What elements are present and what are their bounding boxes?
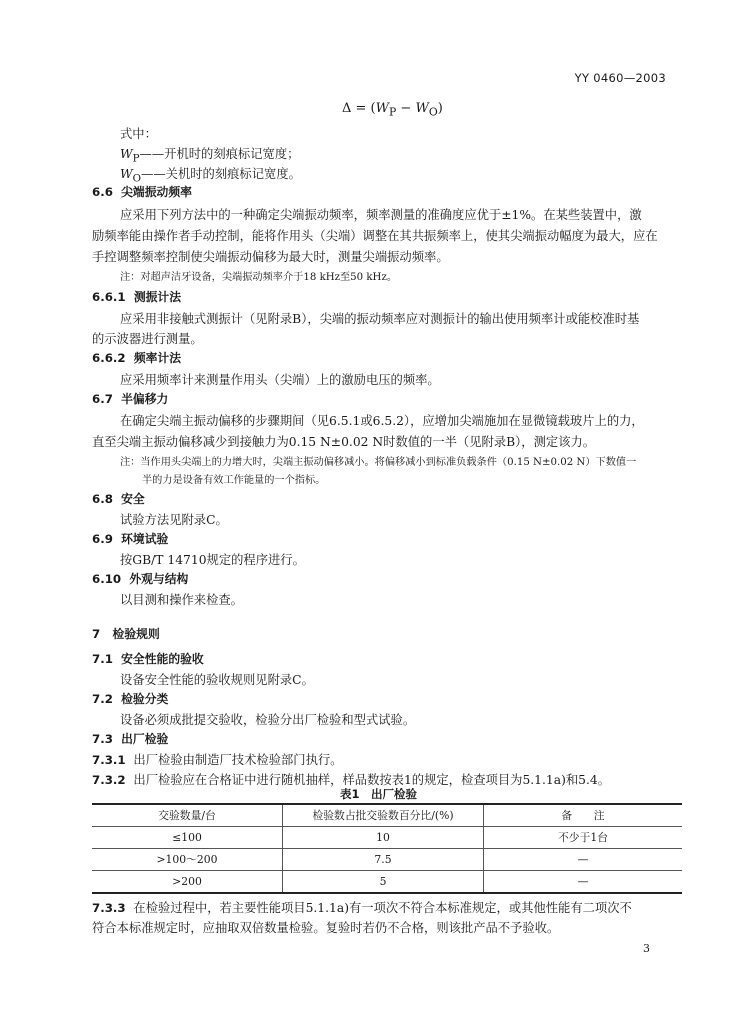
s6-9-p1: 按GB/T 14710规定的程序进行。: [120, 553, 305, 567]
table-row: [92, 871, 682, 894]
s6-7-note-line1: 注：当作用头尖端上的力增大时，尖端主振动偏移减小。将偏移减小到标准负载条件（0.15 N±0.02 N）下数值一: [120, 457, 637, 468]
table-header-cell: 备 注: [484, 804, 683, 827]
table-header-cell: 交验数量/台: [92, 804, 283, 827]
section-number: 6.6: [92, 185, 113, 199]
table-cell: 不少于1台: [484, 827, 683, 849]
formula: [342, 101, 443, 119]
formula-wp-sub: P: [389, 105, 397, 119]
section-title: 半偏移力: [121, 392, 169, 406]
where-wo-symbol: W: [120, 167, 133, 181]
section-7-2-heading: [92, 690, 168, 707]
section-title: 外观与结构: [129, 572, 189, 586]
section-number: 7: [92, 627, 101, 641]
table-row: [92, 827, 682, 849]
where-wo: [120, 164, 301, 184]
section-number: 6.6.2: [92, 351, 126, 365]
clause-number: 7.3.3: [92, 901, 126, 915]
where-wp-symbol: W: [120, 147, 133, 161]
section-number: 7.1: [92, 652, 113, 666]
standard-number: YY 0460—2003: [574, 71, 666, 85]
section-title: 检验分类: [121, 692, 169, 706]
table-cell: 7.5: [283, 849, 484, 871]
section-number: 6.9: [92, 532, 113, 546]
table-cell: 10: [283, 827, 484, 849]
s6-6-p2: 励频率能由操作者手动控制，能将作用头（尖端）调整在其共振频率上，使其尖端振动幅度为最大，应在: [92, 229, 658, 243]
section-7-3-heading: [92, 730, 168, 747]
section-6-9-heading: [92, 530, 168, 547]
where-wp-sub: P: [132, 152, 140, 165]
table-header-cell: 检验数占批交验数百分比/(%): [283, 804, 484, 827]
section-6-7-heading: [92, 390, 168, 407]
where-wo-sub: O: [132, 172, 142, 185]
page-number: 3: [643, 942, 650, 955]
formula-wo-sub: O: [428, 105, 438, 119]
table-cell: —: [484, 871, 683, 894]
clause-number: 7.3.2: [92, 773, 126, 787]
table-1: [92, 803, 682, 894]
section-number: 6.8: [92, 492, 113, 506]
section-number: 6.10: [92, 572, 122, 586]
s6-6-1-p2: 的示波器进行测量。: [92, 332, 203, 346]
section-title: 环境试验: [121, 532, 169, 546]
where-wp-text: ——开机时的刻痕标记宽度；: [139, 147, 300, 161]
where-label: 式中：: [120, 127, 157, 141]
s6-10-p1: 以目测和操作来检查。: [120, 593, 243, 607]
clause-text: 出厂检验应在合格证中进行随机抽样，样品数按表1的规定，检查项目为5.1.1a)和5.4。: [133, 773, 611, 787]
formula-wp: W: [375, 101, 389, 116]
table-header-row: [92, 804, 682, 827]
where-wp: [120, 144, 299, 164]
section-title: 安全性能的验收: [121, 652, 204, 666]
table-cell: ≤100: [92, 827, 283, 849]
section-6-10-heading: [92, 570, 188, 587]
s6-6-p1: 应采用下列方法中的一种确定尖端振动频率，频率测量的准确度应优于±1%。在某些装置中，激: [120, 208, 642, 222]
s7-3-1: [92, 750, 342, 768]
table-cell: —: [484, 849, 683, 871]
chapter-7-heading: [92, 625, 160, 642]
s7-1-p1: 设备安全性能的验收规则见附录C。: [120, 673, 314, 687]
formula-minus: −: [396, 101, 416, 116]
section-number: 7.2: [92, 692, 113, 706]
formula-close: ): [437, 101, 443, 116]
section-6-6-2-heading: [92, 349, 181, 366]
s6-6-p3: 手控调整频率控制使尖端振动偏移为最大时，测量尖端振动频率。: [92, 250, 449, 264]
section-6-6-1-heading: [92, 288, 181, 305]
section-title: 尖端振动频率: [121, 185, 192, 199]
table-cell: >100～200: [92, 849, 283, 871]
s6-8-p1: 试验方法见附录C。: [120, 513, 228, 527]
clause-number: 7.3.1: [92, 753, 126, 767]
section-title: 检验规则: [112, 627, 160, 641]
section-title: 安全: [121, 492, 145, 506]
formula-eq: = (: [351, 101, 376, 116]
section-6-6-heading: [92, 183, 192, 200]
section-title: 频率计法: [133, 351, 182, 365]
section-7-1-heading: [92, 650, 204, 667]
table-row: [92, 849, 682, 871]
section-number: 6.7: [92, 392, 113, 406]
table-1-caption: 表1 出厂检验: [340, 787, 418, 801]
s6-7-p2: 直至尖端主振动偏移减少到接触力为0.15 N±0.02 N时数值的一半（见附录B），测定该力。: [92, 435, 596, 449]
s6-6-note: 注：对超声洁牙设备，尖端振动频率介于18 kHz至50 kHz。: [120, 272, 398, 283]
formula-wo: W: [415, 101, 429, 116]
s6-6-1-p1: 应采用非接触式测振计（见附录B），尖端的振动频率应对测振计的输出使用频率计或能校准时基: [120, 312, 640, 326]
table-cell: >200: [92, 871, 283, 894]
section-number: 6.6.1: [92, 290, 126, 304]
clause-text: 在检验过程中，若主要性能项目5.1.1a)有一项次不符合本标准规定，或其他性能有二项次不: [133, 901, 632, 915]
s7-2-p1: 设备必须成批提交验收，检验分出厂检验和型式试验。: [120, 713, 416, 727]
s6-7-note-line2: 半的力是设备有效工作能量的一个指标。: [142, 475, 326, 486]
s7-3-3-line1: [92, 898, 632, 916]
where-wo-text: ——关机时的刻痕标记宽度。: [141, 167, 301, 181]
section-title: 出厂检验: [121, 732, 169, 746]
table-cell: 5: [283, 871, 484, 894]
section-title: 测振计法: [133, 290, 182, 304]
section-6-8-heading: [92, 490, 145, 507]
s6-7-p1: 在确定尖端主振动偏移的步骤期间（见6.5.1或6.5.2），应增加尖端施加在显微镜载玻片上的力，: [120, 414, 644, 428]
s7-3-3-line2: 符合本标准规定时，应抽取双倍数量检验。复验时若仍不合格，则该批产品不予验收。: [92, 921, 560, 935]
section-number: 7.3: [92, 732, 113, 746]
clause-text: 出厂检验由制造厂技术检验部门执行。: [133, 753, 343, 767]
s6-6-2-p1: 应采用频率计来测量作用头（尖端）上的激励电压的频率。: [120, 373, 440, 387]
formula-lhs: Δ: [342, 101, 352, 116]
